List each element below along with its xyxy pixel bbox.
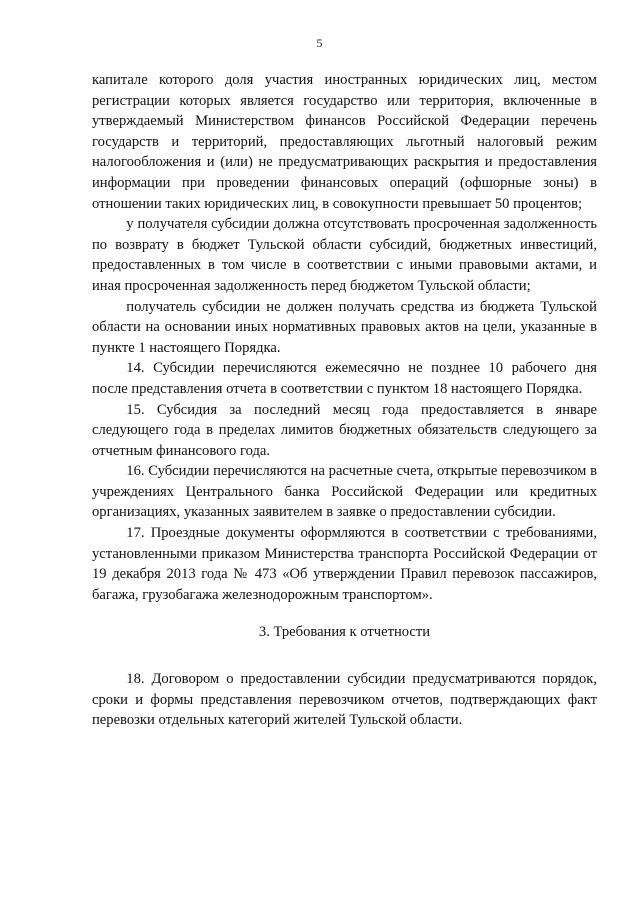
paragraph-item-18: 18. Договором о предоставлении субсидии предусматриваются порядок, сроки и формы представления перевозчиком отчетов, подтверждающих факт перевозки отдельных категорий жителей Тульской области.: [92, 671, 597, 729]
paragraph-item-14: 14. Субсидии перечисляются ежемесячно не позднее 10 рабочего дня после представления отчета в соответствии с пунктом 18 настоящего Порядка.: [92, 360, 597, 397]
page-number: 5: [316, 36, 323, 50]
paragraph-no-other-funds: получатель субсидии не должен получать средства из бюджета Тульской области на основании иных нормативных правовых актов на цели, указанные в пункте 1 настоящего Порядка.: [92, 298, 597, 356]
paragraph-item-17: 17. Проездные документы оформляются в соответствии с требованиями, установленными приказом Министерства транспорта Российской Федерации от 19 декабря 2013 года № 473 «Об утверждении Правил перевозок пассажиров, багажа, грузобагажа железнодорожным транспортом».: [92, 525, 597, 603]
document-body: [92, 70, 597, 731]
paragraph-item-16: 16. Субсидии перечисляются на расчетные счета, открытые перевозчиком в учреждениях Центрального банка Российской Федерации или кредитных организациях, указанных заявителем в заявке о предоставлении субсидии.: [92, 463, 597, 521]
paragraph-item-15: 15. Субсидия за последний месяц года предоставляется в январе следующего года в пределах лимитов бюджетных обязательств следующего за отчетным финансового года.: [92, 401, 597, 459]
paragraph-offshore-continuation: капитале которого доля участия иностранных юридических лиц, местом регистрации которых является государство или территория, включенные в утверждаемый Министерством финансов Российской Федерации перечень государств и территорий, предоставляющих льготный налоговый режим налогообложения и (или) не предусматривающих раскрытия и предоставления информации при проведении финансовых операций (офшорные зоны) в отношении таких юридических лиц, в совокупности превышает 50 процентов;: [92, 72, 597, 212]
section-title: 3. Требования к отчетности: [258, 624, 431, 641]
paragraph-no-overdue-debt: у получателя субсидии должна отсутствовать просроченная задолженность по возврату в бюджет Тульской области субсидий, бюджетных инвестиций, предоставленных в том числе в соответствии с иными правовыми актами, и иная просроченная задолженность перед бюджетом Тульской области;: [92, 216, 597, 294]
